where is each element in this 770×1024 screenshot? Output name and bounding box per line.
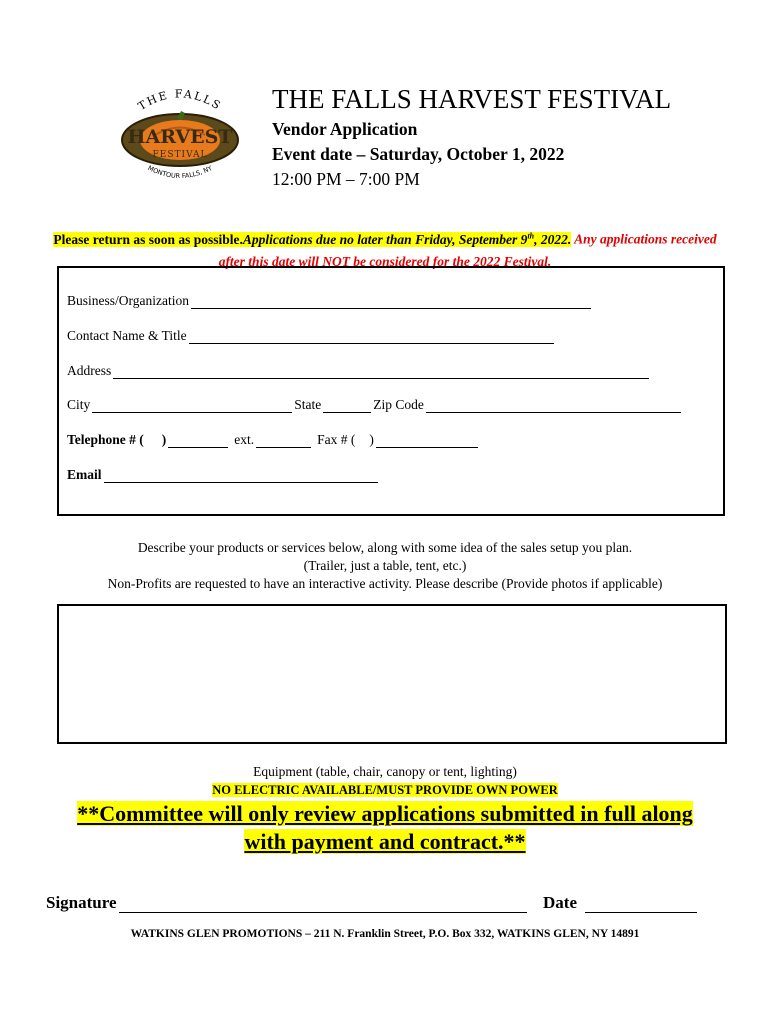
event-time: 12:00 PM – 7:00 PM: [272, 169, 420, 189]
date-input-line[interactable]: [585, 898, 697, 913]
festival-logo: [115, 85, 245, 190]
subtitle: Vendor Application: [272, 119, 418, 139]
svg-text:THE FALLS: [136, 87, 224, 113]
logo-main-text: HARVEST: [127, 126, 233, 148]
footer-address: WATKINS GLEN PROMOTIONS – 211 N. Franklin Street, P.O. Box 332, WATKINS GLEN, NY 14891: [130, 928, 640, 940]
date-field[interactable]: [543, 893, 699, 913]
state-label: State: [294, 397, 322, 412]
telephone-label: Telephone # (: [67, 432, 144, 447]
electric-notice: NO ELECTRIC AVAILABLE/MUST PROVIDE OWN POWER: [212, 783, 558, 797]
contact-label: Contact Name & Title: [67, 328, 187, 343]
zip-input-line[interactable]: [426, 400, 681, 413]
description-box[interactable]: [57, 604, 727, 744]
city-label: City: [67, 397, 91, 412]
business-field[interactable]: [67, 293, 593, 309]
email-field[interactable]: [67, 467, 380, 483]
business-label: Business/Organization: [67, 293, 189, 308]
signature-input-line[interactable]: [119, 898, 527, 913]
email-label: Email: [67, 467, 102, 482]
city-state-zip-row[interactable]: [67, 397, 683, 413]
state-input-line[interactable]: [323, 400, 371, 413]
signature-field[interactable]: [46, 893, 529, 913]
event-date: Event date – Saturday, October 1, 2022: [272, 144, 565, 164]
telephone-close: ): [161, 432, 167, 447]
ext-input-line[interactable]: [256, 435, 311, 448]
address-label: Address: [67, 363, 112, 378]
committee-line2: with payment and contract.**: [244, 829, 526, 854]
ext-label: ext.: [234, 432, 255, 447]
describe-line1: Describe your products or services below, along with some idea of the sales setup you plan.: [137, 540, 633, 555]
fax-label: Fax # (: [317, 432, 356, 447]
committee-line1: **Committee will only review applications submitted in full along: [77, 801, 693, 826]
page-title: THE FALLS HARVEST FESTIVAL: [272, 84, 672, 114]
email-input-line[interactable]: [104, 470, 378, 483]
describe-line2: (Trailer, just a table, tent, etc.): [303, 558, 467, 573]
logo-bottom-text: MONTOUR FALLS, NY: [146, 164, 214, 181]
fax-close: ): [369, 432, 374, 447]
logo-sub-text: FESTIVAL: [152, 150, 208, 160]
phone-row[interactable]: [67, 432, 480, 448]
telephone-input-line[interactable]: [168, 435, 228, 448]
notice-part1: Please return as soon as possible.: [53, 231, 243, 247]
notice-part2: Applications due no later than Friday, September 9th, 2022.: [242, 231, 572, 247]
zip-label: Zip Code: [373, 397, 424, 412]
signature-label: Signature: [46, 893, 117, 912]
address-input-line[interactable]: [113, 366, 649, 379]
address-field[interactable]: [67, 363, 651, 379]
date-label: Date: [543, 893, 577, 912]
contact-input-line[interactable]: [189, 331, 554, 344]
equipment-line: Equipment (table, chair, canopy or tent, lighting): [253, 764, 517, 779]
business-input-line[interactable]: [191, 296, 591, 309]
contact-field[interactable]: [67, 328, 556, 344]
fax-input-line[interactable]: [376, 435, 478, 448]
notice-part4: Any applications received after this date will NOT be considered for the 2022 Festival.: [218, 231, 717, 269]
describe-line3: Non-Profits are requested to have an interactive activity. Please describe (Provide photos if applicable): [107, 576, 663, 591]
city-input-line[interactable]: [92, 400, 292, 413]
logo-top-text: THE FALLS: [135, 87, 225, 114]
